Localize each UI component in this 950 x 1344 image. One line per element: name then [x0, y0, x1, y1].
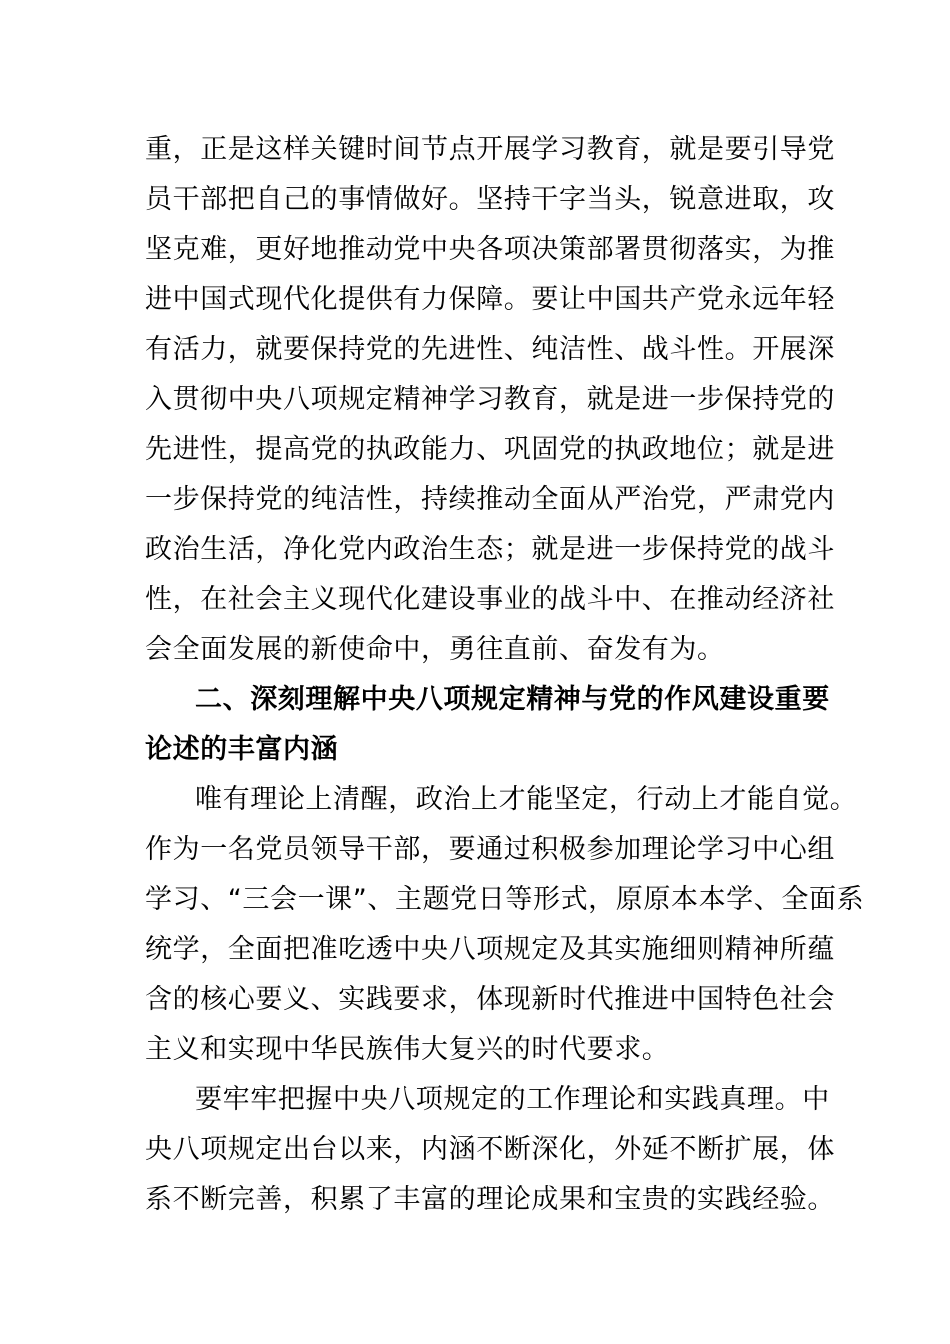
body-text-line: 作为一名党员领导干部，要通过积极参加理论学习中心组	[145, 834, 835, 865]
body-text-line: 有活力，就要保持党的先进性、纯洁性、战斗性。开展深	[145, 334, 835, 365]
body-text-line: 统学，全面把准吃透中央八项规定及其实施细则精神所蕴	[145, 934, 835, 965]
section-heading-continued: 论述的丰富内涵	[145, 734, 339, 765]
body-text-line: 重，正是这样关键时间节点开展学习教育，就是要引导党	[145, 134, 835, 165]
body-text-line: 系不断完善，积累了丰富的理论成果和宝贵的实践经验。	[145, 1184, 835, 1215]
body-text-line: 一步保持党的纯洁性，持续推动全面从严治党，严肃党内	[145, 484, 835, 515]
body-text-line: 坚克难，更好地推动党中央各项决策部署贯彻落实，为推	[145, 234, 835, 265]
body-text-line: 入贯彻中央八项规定精神学习教育，就是进一步保持党的	[145, 384, 835, 415]
body-text-line: 主义和实现中华民族伟大复兴的时代要求。	[145, 1034, 670, 1065]
body-text-line: 会全面发展的新使命中，勇往直前、奋发有为。	[145, 634, 725, 665]
body-text-line: 含的核心要义、实践要求，体现新时代推进中国特色社会	[145, 984, 835, 1015]
paragraph-first-line: 唯有理论上清醒，政治上才能坚定，行动上才能自觉。	[195, 784, 858, 815]
body-text-line: 先进性，提高党的执政能力、巩固党的执政地位；就是进	[145, 434, 835, 465]
body-text-line: 员干部把自己的事情做好。坚持干字当头，锐意进取，攻	[145, 184, 835, 215]
body-text-line: 学习、“三会一课”、主题党日等形式，原原本本学、全面系	[145, 884, 865, 915]
body-text-line: 进中国式现代化提供有力保障。要让中国共产党永远年轻	[145, 284, 835, 315]
body-text-line: 政治生活，净化党内政治生态；就是进一步保持党的战斗	[145, 534, 835, 565]
body-text-line: 性，在社会主义现代化建设事业的战斗中、在推动经济社	[145, 584, 835, 615]
paragraph-first-line: 要牢牢把握中央八项规定的工作理论和实践真理。中	[195, 1084, 830, 1115]
body-text-line: 央八项规定出台以来，内涵不断深化，外延不断扩展，体	[145, 1134, 835, 1165]
section-heading: 二、深刻理解中央八项规定精神与党的作风建设重要	[195, 684, 830, 715]
